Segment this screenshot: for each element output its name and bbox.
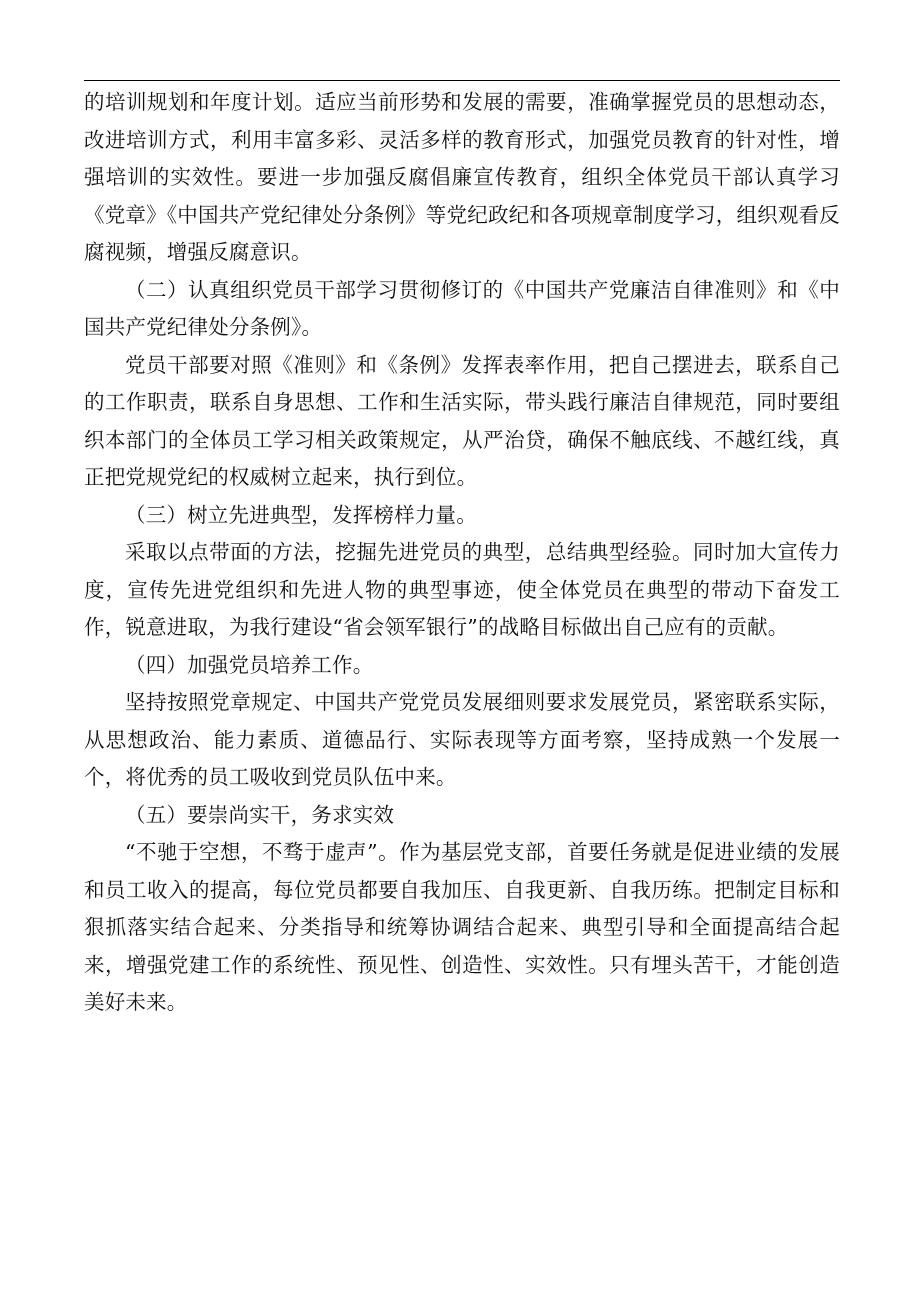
document-body: [84, 84, 840, 1022]
section-heading-3: （三）树立先进典型，发挥榜样力量。: [125, 502, 477, 527]
section-heading-2: （二）认真组织党员干部学习贯彻修订的《中国共产党廉洁自律准则》和《中国共产党纪律处分条例》。: [84, 277, 840, 339]
paragraph-continuation: 的培训规划和年度计划。适应当前形势和发展的需要，准确掌握党员的思想动态，改进培训方式，利用丰富多彩、灵活多样的教育形式，加强党员教育的针对性，增强培训的实效性。要进一步加强反腐倡廉宣传教育，组织全体党员干部认真学习《党章》《中国共产党纪律处分条例》等党纪政纪和各项规章制度学习，组织观看反腐视频，增强反腐意识。: [84, 90, 840, 264]
paragraph-body: 坚持按照党章规定、中国共产党党员发展细则要求发展党员，紧密联系实际，从思想政治、能力素质、道德品行、实际表现等方面考察，坚持成熟一个发展一个，将优秀的员工吸收到党员队伍中来。: [84, 690, 840, 789]
paragraph-body: “不驰于空想，不骛于虚声”。作为基层党支部，首要任务就是促进业绩的发展和员工收入的提高，每位党员都要自我加压、自我更新、自我历练。把制定目标和狠抓落实结合起来、分类指导和统筹协调结合起来、典型引导和全面提高结合起来，增强党建工作的系统性、预见性、创造性、实效性。只有埋头苦干，才能创造美好未来。: [84, 840, 840, 1014]
header-rule: [84, 80, 840, 81]
section-heading-4: （四）加强党员培养工作。: [125, 652, 374, 677]
section-heading-5: （五）要崇尚实干，务求实效: [125, 802, 395, 827]
paragraph-body: 采取以点带面的方法，挖掘先进党员的典型，总结典型经验。同时加大宣传力度，宣传先进党组织和先进人物的典型事迹，使全体党员在典型的带动下奋发工作，锐意进取，为我行建设“省会领军银行”的战略目标做出自己应有的贡献。: [84, 540, 840, 639]
paragraph-body: 党员干部要对照《准则》和《条例》发挥表率作用，把自己摆进去，联系自己的工作职责，联系自身思想、工作和生活实际，带头践行廉洁自律规范，同时要组织本部门的全体员工学习相关政策规定，从严治贷，确保不触底线、不越红线，真正把党规党纪的权威树立起来，执行到位。: [84, 352, 840, 489]
